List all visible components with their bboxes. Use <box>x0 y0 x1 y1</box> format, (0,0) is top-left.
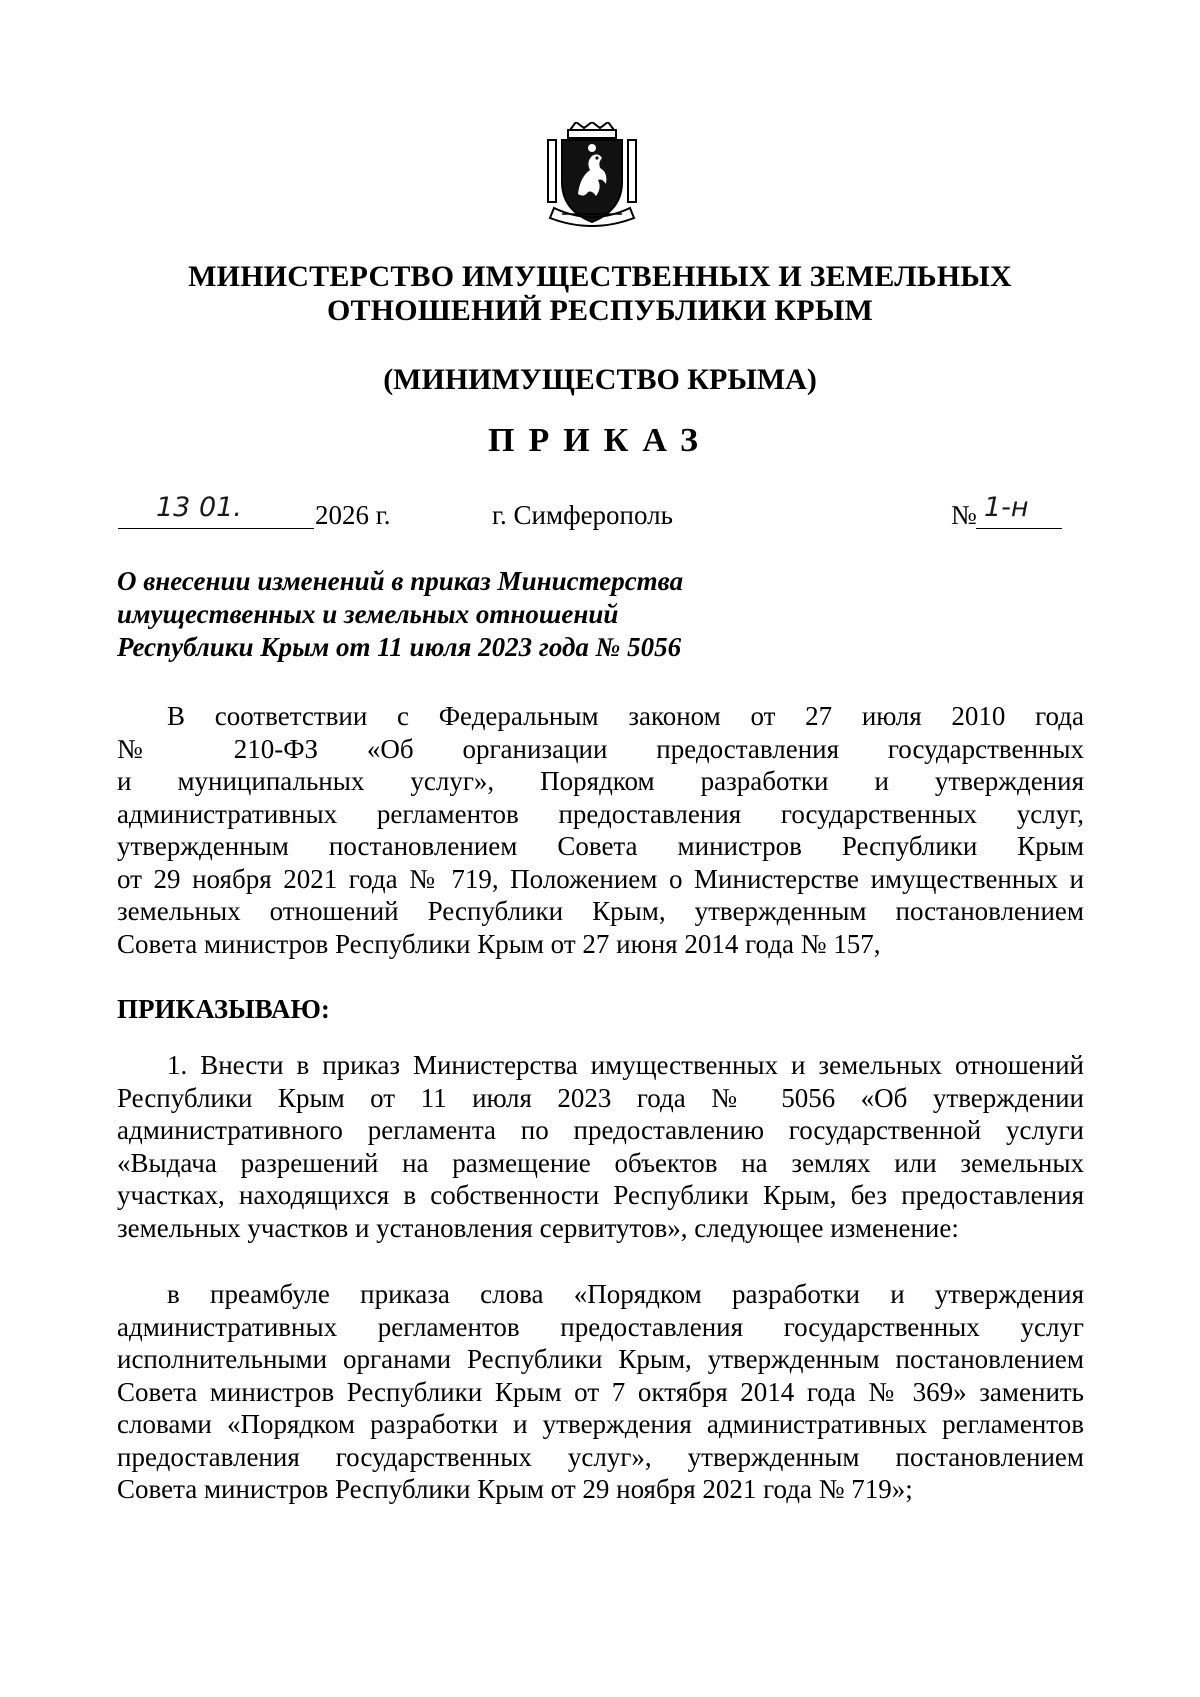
number-field <box>976 492 1062 529</box>
document-type-title: ПРИКАЗ <box>488 422 712 459</box>
ministry-short-name: (МИНИМУЩЕСТВО КРЫМА) <box>383 363 817 396</box>
preamble-line: Совета министров Республики Крым от 27 июня 2014 года № 157, <box>117 928 881 959</box>
document-number-label: № <box>951 500 977 530</box>
date-field <box>118 492 314 529</box>
crimea-coat-of-arms-icon <box>540 122 644 230</box>
preamble-line: административных регламентов предоставления государственных услуг, <box>117 798 1084 829</box>
preamble-line: земельных отношений Республики Крым, утвержденным постановлением <box>117 896 1084 926</box>
ministry-name-line-1: МИНИСТЕРСТВО ИМУЩЕСТВЕННЫХ И ЗЕМЕЛЬНЫХ <box>188 260 1012 293</box>
preamble-line: утвержденным постановлением Совета министров Республики Крым <box>117 831 1084 861</box>
handwritten-number: 1-н <box>984 492 1029 523</box>
change-line: словами «Порядком разработки и утверждения административных регламентов <box>117 1409 1084 1439</box>
item-1-line: 1. Внести в приказ Министерства имущественных и земельных отношений <box>167 1050 1084 1080</box>
handwritten-date: 13 01. <box>156 492 242 523</box>
item-1-line: земельных участков и установления сервитутов», следующее изменение: <box>117 1212 959 1243</box>
item-1-line: Республики Крым от 11 июля 2023 года № 5056 «Об утверждении <box>117 1082 1084 1113</box>
item-1-line: административного регламента по предоставлению государственной услуги <box>117 1115 1084 1145</box>
subject-line: О внесении изменений в приказ Министерства <box>117 566 684 596</box>
decree-word: ПРИКАЗЫВАЮ: <box>117 994 330 1024</box>
preamble-line: № 210-ФЗ «Об организации предоставления государственных <box>117 733 1084 764</box>
preamble-line: и муниципальных услуг», Порядком разработки и утверждения <box>117 766 1084 796</box>
document-subject <box>117 565 683 664</box>
document-year: 2026 г. <box>315 500 391 530</box>
preamble-line: В соответствии с Федеральным законом от 27 июля 2010 года <box>167 701 1084 731</box>
change-line: исполнительными органами Республики Крым, утвержденным постановлением <box>117 1344 1084 1374</box>
change-line: Совета министров Республики Крым от 7 октября 2014 года № 369» заменить <box>117 1376 1084 1407</box>
change-line: в преамбуле приказа слова «Порядком разработки и утверждения <box>167 1279 1084 1309</box>
subject-line: Республики Крым от 11 июля 2023 года № 5056 <box>117 632 682 662</box>
item-1-paragraph <box>117 1049 1084 1244</box>
preamble-line: от 29 ноября 2021 года № 719, Положением о Министерстве имущественных и <box>117 863 1084 894</box>
item-1-line: «Выдача разрешений на размещение объектов на землях или земельных <box>117 1147 1084 1178</box>
subject-line: имущественных и земельных отношений <box>117 599 619 629</box>
change-line: Совета министров Республики Крым от 29 ноября 2021 года № 719»; <box>117 1474 913 1504</box>
change-line: административных регламентов предоставления государственных услуг <box>117 1311 1084 1342</box>
ministry-name-line-2: ОТНОШЕНИЙ РЕСПУБЛИКИ КРЫМ <box>326 294 874 327</box>
item-1-change-paragraph <box>117 1278 1084 1506</box>
preamble-paragraph <box>117 700 1084 960</box>
change-line: предоставления государственных услуг», утвержденным постановлением <box>117 1441 1084 1472</box>
document-city: г. Симферополь <box>492 500 673 530</box>
item-1-line: участках, находящихся в собственности Республики Крым, без предоставления <box>117 1180 1084 1210</box>
